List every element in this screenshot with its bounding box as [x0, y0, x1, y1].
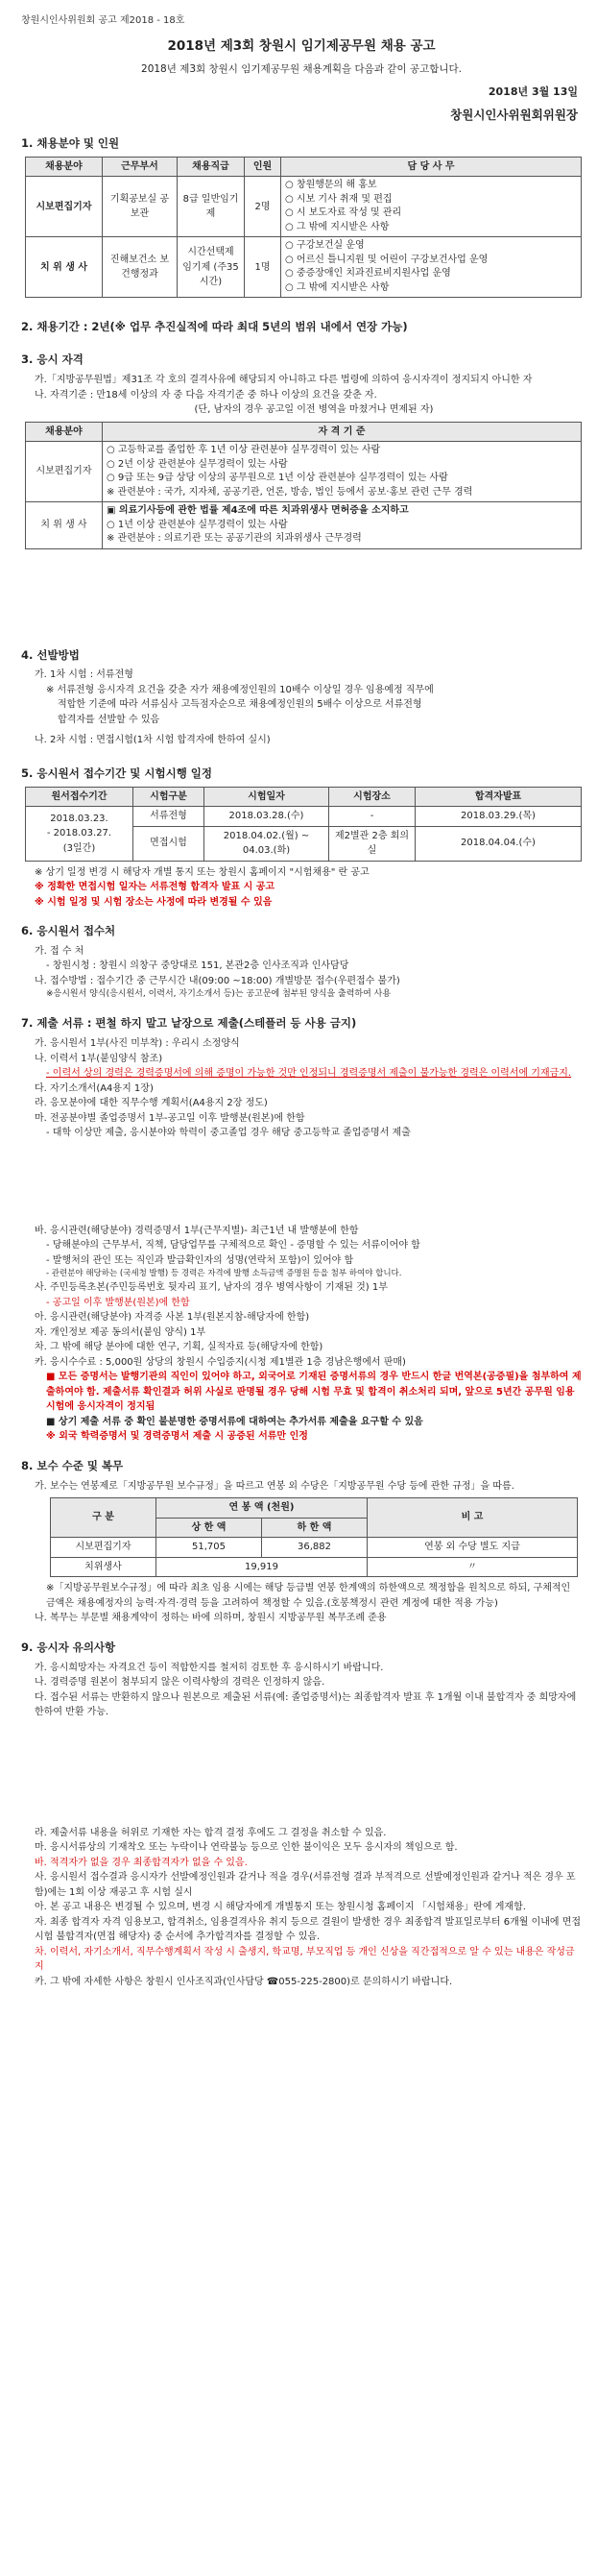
duty-item: ○ 구강보건실 운영 [285, 240, 365, 252]
doc-item: 카. 응시수수료 : 5,000원 상당의 창원시 수입증지(시청 제1별관 1층 경남은행에서 판매) [35, 1356, 406, 1368]
selection-na: 나. 2차 시험 : 면접시험(1차 시험 합격자에 한하여 실시) [35, 735, 271, 746]
cell-result: 2018.03.29.(목) [416, 807, 582, 827]
criteria-item: ▣ 의료기사등에 관한 법률 제4조에 따른 치과위생사 면허증을 소지하고 [107, 505, 409, 517]
cell-dept: 진해보건소 보건행정과 [103, 237, 178, 298]
section-6-title: 6. 응시원서 접수처 [21, 924, 116, 938]
pay-ga: 가. 보수는 연봉제로「지방공무원 보수규정」을 따르고 연봉 외 수당은「지방공무원 수당 등에 관한 규정」을 따름. [35, 1480, 514, 1492]
th-dept: 근무부서 [103, 157, 178, 177]
schedule-note: ※ 정확한 면접시험 일자는 서류전형 합격자 발표 시 공고 [35, 882, 275, 893]
section-1-title: 1. 채용분야 및 인원 [21, 136, 120, 151]
cell-type: 서류전형 [133, 807, 204, 827]
th-field: 채용분야 [26, 157, 103, 177]
th-upper: 상 한 액 [156, 1518, 262, 1538]
th-receipt: 원서접수기간 [26, 787, 133, 807]
selection-note: ※ 서류전형 응시자격 요건을 갖춘 자가 채용예정인원의 10배수 이상일 경우 임용예정 직무에 [46, 684, 434, 695]
cell-criteria [103, 502, 582, 549]
criteria-item: ※ 관련분야 : 의료기관 또는 공공기관의 치과위생사 근무경력 [107, 533, 362, 545]
cell-count: 1명 [245, 237, 281, 298]
reception-na: 나. 접수방법 : 접수기간 중 근무시간 내(09:00 ~18:00) 개별방문 접수(우편접수 불가) [35, 975, 400, 986]
table-header-row [26, 787, 582, 807]
notice-item: 차. 이력서, 자기소개서, 직무수행계획서 작성 시 출생지, 학교명, 부모직업 등 개인 신상을 직간접적으로 알 수 있는 내용은 작성금지 [35, 1946, 575, 1973]
table-header-row [26, 422, 582, 442]
cell-criteria [103, 442, 582, 502]
th-date: 시험일자 [204, 787, 329, 807]
cell-place: 제2별관 2층 회의실 [329, 826, 416, 861]
positions-table [25, 157, 582, 299]
qualification-ga: 가.「지방공무원법」제31조 각 호의 결격사유에 해당되지 아니하고 다른 법령에 의하여 응시자격이 정지되지 아니한 자 [35, 375, 533, 386]
doc-item: 가. 응시원서 1부(사진 미부착) : 우리시 소정양식 [35, 1038, 240, 1050]
reception-note: ※응시원서 양식(응시원서, 이력서, 자기소개서 등)는 공고문에 첨부된 양식을 출력하여 사용 [46, 989, 392, 1000]
th-count: 인원 [245, 157, 281, 177]
doc-item: 다. 자기소개서(A4용지 1장) [35, 1082, 154, 1094]
section-8-title: 8. 보수 수준 및 복무 [21, 1458, 124, 1472]
cell-field: 치 위 생 사 [26, 502, 103, 549]
intro-text: 2018년 제3회 창원시 임기제공무원 채용계획을 다음과 같이 공고합니다. [141, 63, 462, 76]
announcement-date: 2018년 3월 13일 [488, 85, 578, 98]
th-salary: 연 봉 액 (천원) [156, 1498, 368, 1519]
cell-type: 면접시험 [133, 826, 204, 861]
cell-field: 시보편집기자 [51, 1538, 156, 1558]
th-criteria: 자 격 기 준 [103, 422, 582, 442]
th-lower: 하 한 액 [262, 1518, 368, 1538]
table-row [26, 177, 582, 237]
qualification-note: (단, 남자의 경우 공고일 이전 병역을 마쳤거나 면제된 자) [194, 404, 434, 416]
th-field: 구 분 [51, 1498, 156, 1538]
cell-date: 2018.04.02.(월) ~ 04.03.(화) [204, 826, 329, 861]
schedule-note: ※ 상기 일정 변경 시 해당자 개별 통지 또는 창원시 홈페이지 "시험채용" 란 공고 [35, 866, 370, 878]
notice-item: 사. 응시원서 접수결과 응시자가 선발예정인원과 같거나 적을 경우(서류전형 결과 부적격으로 선발예정인원과 같거나 적은 경우 포함)에는 1회 이상 재공고 후 시험 실시 [35, 1872, 576, 1898]
duty-item: ○ 시보 기사 취재 및 편집 [285, 193, 393, 205]
selection-note: 적합한 기준에 따라 서류심사 고득점자순으로 채용예정인원의 5배수 이상으로 서류전형 [58, 699, 422, 711]
duty-item: ○ 그 밖에 지시받은 사항 [285, 221, 390, 232]
qualification-na: 나. 자격기준 : 만18세 이상의 자 중 다음 자격기준 중 하나 이상의 요건을 갖춘 자. [35, 389, 377, 401]
doc-item-note: - 공고일 이후 발행분(원본)에 한함 [46, 1297, 190, 1308]
issuer: 창원시인사위원회위원장 [450, 107, 578, 122]
table-row [51, 1557, 578, 1577]
receipt-line: - 2018.03.27. [46, 828, 112, 839]
reception-place: - 창원시청 : 창원시 의창구 중앙대로 151, 본관2층 인사조직과 인사담당 [46, 960, 349, 972]
criteria-item: ○ 9급 또는 9급 상당 이상의 공무원으로 1년 이상 관련분야 실무경력이 있는 사람 [107, 473, 448, 484]
duty-item: ○ 어르신 틀니지원 및 어린이 구강보건사업 운영 [285, 254, 489, 265]
notice-item: 마. 응시서류상의 기재착오 또는 누락이나 연락불능 등으로 인한 불이익은 모두 응시자의 책임으로 함. [35, 1842, 458, 1854]
doc-item-note: - 관련분야 해당하는 (국세청 발행) 등 경력은 자격에 발행 소득금액 증명원 등을 첨부 하여야 합니다. [46, 1269, 402, 1279]
cell-note: 〃 [368, 1557, 578, 1577]
pay-table [50, 1497, 578, 1577]
pay-note: ※「지방공무원보수규정」에 따라 최초 임용 시에는 해당 등급별 연봉 한계액의 하한액으로 책정함을 원칙으로 하되, 구체적인 금액은 채용예정자의 능력·자격·경력 등을 고려하여 책정할 수 있음.(호봉책정시 관련 계정에 대한 적용 가능) [46, 1583, 571, 1609]
cell-field: 시보편집기자 [26, 442, 103, 502]
doc-item: 나. 이력서 1부(붙임양식 참조) [35, 1053, 163, 1064]
duty-item: ○ 그 밖에 지시받은 사항 [285, 281, 390, 293]
criteria-item: ○ 2년 이상 관련분야 실무경력이 있는 사람 [107, 458, 288, 470]
cell-field: 치 위 생 사 [26, 237, 103, 298]
cell-duties [281, 237, 582, 298]
cell-field: 치위생사 [51, 1557, 156, 1577]
doc-item: 바. 응시관련(해당분야) 경력증명서 1부(근무지별)- 최근1년 내 발행분에 한함 [35, 1225, 359, 1236]
cell-duties [281, 177, 582, 237]
schedule-note: ※ 시험 일정 및 시험 장소는 사정에 따라 변경될 수 있음 [35, 896, 273, 908]
doc-item: 마. 전공분야별 졸업증명서 1부-공고일 이후 발행분(원본)에 한함 [35, 1112, 305, 1124]
section-4-title: 4. 선발방법 [21, 647, 80, 662]
doc-item: 자. 개인정보 제공 동의서(붙임 양식) 1부 [35, 1326, 206, 1338]
notice-item: 바. 적격자가 없을 경우 최종합격자가 없을 수 있음. [35, 1857, 248, 1868]
cell-lower: 36,882 [262, 1538, 368, 1558]
doc-item-note: - 대학 이상만 제출, 응시분야와 학력이 중고졸업 경우 해당 중고등학교 졸업증명서 제출 [46, 1128, 411, 1139]
section-9-title: 9. 응시자 유의사항 [21, 1640, 116, 1654]
doc-item: 아. 응시관련(해당분야) 자격증 사본 1부(원본지참-해당자에 한함) [35, 1312, 310, 1324]
doc-warning: ■ 모든 증명서는 발행기관의 직인이 있어야 하고, 외국어로 기재된 증명서류의 경우 반드시 한글 번역본(공증필)을 첨부하여 제출하여야 함. 제출서류 확인결과 허위 사실로 판명될 경우 당해 시험 무효 및 합격이 취소처리 되며, 앞으로 5년간 공무원 임용시험에 응시자격이 정지됨 [46, 1372, 582, 1413]
doc-item-note: - 당해분야의 근무부서, 직책, 담당업무를 구체적으로 확인 - 증명할 수 있는 서류이어야 함 [46, 1240, 420, 1252]
cell-place: - [329, 807, 416, 827]
th-field: 채용분야 [26, 422, 103, 442]
th-duties: 담 당 사 무 [281, 157, 582, 177]
th-note: 비 고 [368, 1498, 578, 1538]
schedule-table [25, 787, 582, 862]
table-row [26, 442, 582, 502]
doc-warning: ※ 외국 학력증명서 및 경력증명서 제출 시 공증된 서류만 인정 [46, 1431, 308, 1443]
doc-warning: ■ 상기 제출 서류 중 확인 불분명한 증명서류에 대하여는 추가서류 제출을 요구할 수 있음 [46, 1416, 423, 1427]
section-7-title: 7. 제출 서류 : 편철 하지 말고 낱장으로 제출(스테플러 등 사용 금지) [21, 1016, 357, 1031]
page-title: 2018년 제3회 창원시 임기제공무원 채용 공고 [167, 37, 436, 54]
receipt-line: 2018.03.23. [50, 813, 108, 824]
cell-receipt [26, 807, 133, 862]
selection-ga: 가. 1차 시험 : 서류전형 [35, 669, 133, 681]
th-place: 시험장소 [329, 787, 416, 807]
doc-item: 차. 그 밖에 해당 분야에 대한 연구, 기획, 실적자료 등(해당자에 한함) [35, 1342, 323, 1353]
table-row [26, 807, 582, 827]
th-type: 시험구분 [133, 787, 204, 807]
criteria-item: ○ 1년 이상 관련분야 실무경력이 있는 사람 [107, 519, 288, 530]
pay-na: 나. 복무는 부문별 채용계약이 정하는 바에 의하며, 창원시 지방공무원 복무조례 준용 [35, 1613, 387, 1624]
selection-note: 합격자를 선발할 수 있음 [58, 714, 160, 725]
notice-item: 카. 그 밖에 자세한 사항은 창원시 인사조직과(인사담당 ☎055-225-2800)로 문의하시기 바랍니다. [35, 1976, 453, 1987]
doc-item-note: - 발행처의 관인 또는 직인과 발급확인자의 성명(연락처 포함)이 있어야 함 [46, 1254, 354, 1266]
th-grade: 채용직급 [178, 157, 245, 177]
cell-result: 2018.04.04.(수) [416, 826, 582, 861]
cell-upper: 19,919 [156, 1557, 368, 1577]
section-5-title: 5. 응시원서 접수기간 및 시험시행 일정 [21, 766, 213, 780]
cell-field: 시보편집기자 [26, 177, 103, 237]
table-header-row [51, 1498, 578, 1519]
doc-item: 라. 응모분야에 대한 직무수행 계획서(A4용지 2장 정도) [35, 1098, 268, 1109]
cell-grade: 8급 일반임기제 [178, 177, 245, 237]
qualification-table [25, 422, 582, 549]
duty-item: ○ 시 보도자료 작성 및 관리 [285, 207, 402, 219]
table-row [26, 502, 582, 549]
notice-item: 아. 본 공고 내용은 변경될 수 있으며, 변경 시 해당자에게 개별통지 또는 창원시청 홈페이지 「시험채용」란에 게재함. [35, 1902, 526, 1913]
duty-item: ○ 중증장애인 치과진료비지원사업 운영 [285, 268, 451, 279]
notice-item: 나. 경력증명 원본이 첨부되지 않은 이력사항의 경력은 인정하지 않음. [35, 1677, 325, 1689]
receipt-line: (3일간) [62, 842, 96, 854]
doc-item-note: - 이력서 상의 경력은 경력증명서에 의해 증명이 가능한 것만 인정되니 경력증명서 제출이 불가능한 경력은 이력서에 기재금지. [46, 1068, 572, 1080]
duty-item: ○ 창원행문의 해 홍보 [285, 180, 377, 191]
table-row [26, 237, 582, 298]
table-header-row [26, 157, 582, 177]
cell-date: 2018.03.28.(수) [204, 807, 329, 827]
cell-note: 연봉 외 수당 별도 지급 [368, 1538, 578, 1558]
criteria-item: ※ 관련분야 : 국가, 지자체, 공공기관, 언론, 방송, 법인 등에서 공보·홍보 관련 근무 경력 [107, 486, 473, 498]
notice-item: 다. 접수된 서류는 반환하지 않으나 원본으로 제출된 서류(예: 졸업증명서)는 최종합격자 발표 후 1개월 이내 불합격자 중 희망자에 한하여 반환 가능. [35, 1691, 577, 1718]
notice-item: 라. 제출서류 내용을 허위로 기재한 자는 합격 결정 후에도 그 결정을 취소할 수 있음. [35, 1827, 387, 1838]
cell-upper: 51,705 [156, 1538, 262, 1558]
criteria-item: ○ 고등학교를 졸업한 후 1년 이상 관련분야 실무경력이 있는 사람 [107, 445, 381, 456]
doc-item: 사. 주민등록초본(주민등록번호 뒷자리 표기, 남자의 경우 병역사항이 기재된 것) 1부 [35, 1282, 388, 1294]
announcement-number: 창원시인사위원회 공고 제2018 - 18호 [21, 15, 185, 26]
cell-dept: 기획공보실 공보관 [103, 177, 178, 237]
th-result: 합격자발표 [416, 787, 582, 807]
notice-item: 가. 응시희망자는 자격요건 등이 적합한지를 철저히 검토한 후 응시하시기 바랍니다. [35, 1662, 384, 1673]
section-3-title: 3. 응시 자격 [21, 352, 84, 367]
section-2-title: 2. 채용기간 : 2년(※ 업무 추진실적에 따라 최대 5년의 범위 내에서 연장 가능) [21, 320, 408, 334]
table-row [51, 1538, 578, 1558]
notice-item: 자. 최종 합격자 자격 임용보고, 합격취소, 임용결격사유 취지 등으로 결원이 발생한 경우 최종합격 발표일로부터 6개월 이내에 면접시험 불합격자(면접 해당자) 중 순서에 추가합격자를 결정할 수 있음. [35, 1916, 582, 1943]
cell-grade: 시간선택제 임기제 (주35시간) [178, 237, 245, 298]
cell-count: 2명 [245, 177, 281, 237]
reception-ga: 가. 접 수 처 [35, 945, 84, 957]
